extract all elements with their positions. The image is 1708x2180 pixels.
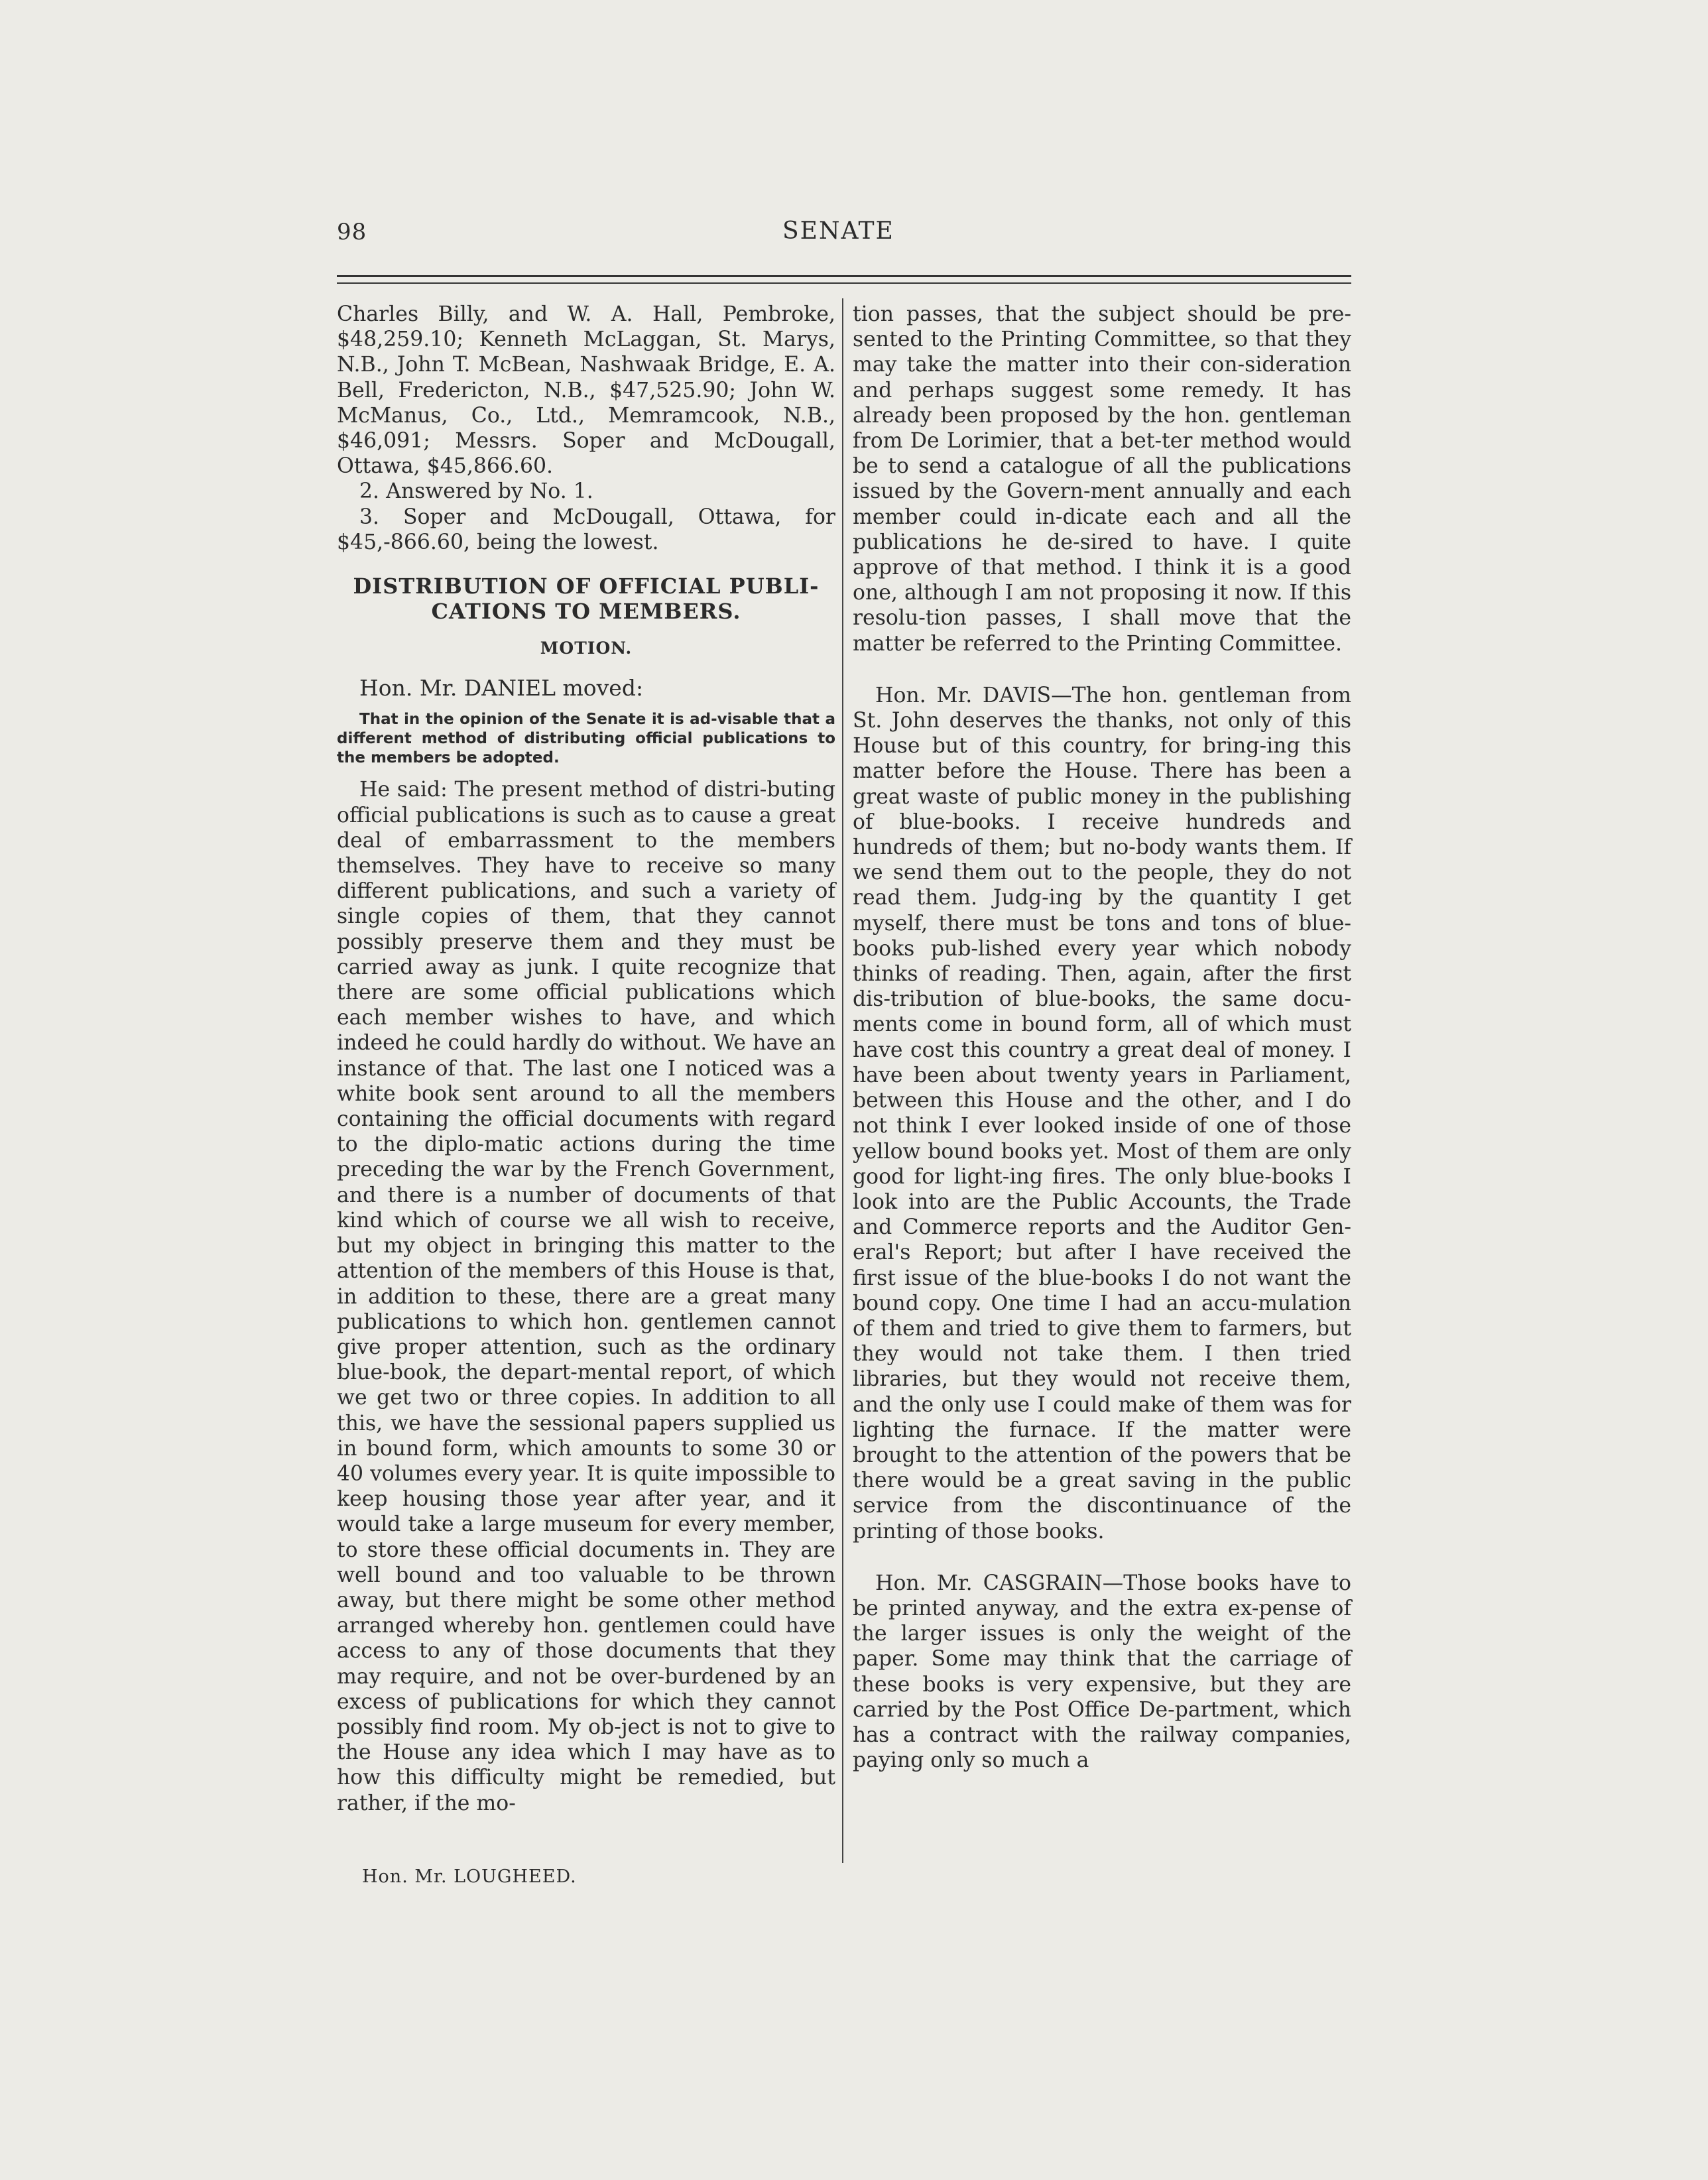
davis-speech: Hon. Mr. DAVIS—The hon. gentleman from St. John deserves the thanks, not only of this House but of this country, for bring-ing this matter before the House. There has been a great waste of public money in the publishing of blue-books. I receive hundreds and hundreds of them; but no-body wants them. If we send them out to the people, they do not read them. Judg-ing by the quantity I get myself, there must be tons and tons of blue-books pub-lished every year which nobody thinks of reading. Then, again, after the first dis-tribution of blue-books, the same docu-ments come in bound form, all of which must have cost this country a great deal of money. I have been about twenty years in Parliament, between this House and the other, and I do not think I ever looked inside of one of those yellow bound books yet. Most of them are only good for light-ing fires. The only blue-books I look into are the Public Accounts, the Trade and Commerce reports and the Auditor Gen-eral's Report; but after I have received the first issue of the blue-books I do not want the bound copy. One time I had an accu-mulation of them and tried to give them to farmers, but they would not take them. I then tried libraries, but they would not receive them, and the only use I could make of them was for lighting the furnace. If the matter were brought to the attention of the powers that be there would be a great saving in the public service from the discontinuance of the printing of those books. [853, 683, 1351, 1544]
motion-text: That in the opinion of the Senate it is ad-visable that a different method of distributing official publications to the members be adopted. [337, 711, 835, 767]
answer-3-paragraph: 3. Soper and McDougall, Ottawa, for $45,-866.60, being the lowest. [337, 505, 835, 554]
casgrain-speech: Hon. Mr. CASGRAIN—Those books have to be printed anyway, and the extra ex-pense of the larger issues is only the weight of the paper. Some may think that the carriage of these books is very expensive, but they are carried by the Post Office De-partment, which has a contract with the railway companies, paying only so much a [853, 1571, 1351, 1773]
daniel-speech-continued: tion passes, that the subject should be pre-sented to the Printing Committee, so that they may take the matter into their con-sideration and perhaps suggest some remedy. It has already been proposed by the hon. gentleman from De Lorimier, that a bet-ter method would be to send a catalogue of all the publications issued by the Govern-ment annually and each member could in-dicate each and all the publications he de-sired to have. I quite approve of that method. I think it is a good one, although I am not proposing it now. If this resolu-tion passes, I shall move that the matter be referred to the Printing Committee. [853, 302, 1351, 656]
right-column [853, 302, 1351, 1773]
column-divider [842, 298, 843, 1863]
mover-line: Hon. Mr. DANIEL moved: [359, 675, 644, 701]
section-heading: DISTRIBUTION OF OFFICIAL PUBLI-CATIONS TO MEMBERS. [353, 574, 820, 625]
header-rule-bottom [337, 282, 1351, 284]
running-head: SENATE [782, 217, 894, 245]
left-column [337, 302, 835, 1816]
contract-list-paragraph: Charles Billy, and W. A. Hall, Pembroke, $48,259.10; Kenneth McLaggan, St. Marys, N.B., John T. McBean, Nashwaak Bridge, E. A. Bell, Fredericton, N.B., $47,525.90; John W. McManus, Co., Ltd., Memramcook, N.B., $46,091; Messrs. Soper and McDougall, Ottawa, $45,866.60. [337, 302, 835, 479]
daniel-speech: He said: The present method of distri-buting official publications is such as to cause a great deal of embarrassment to the members themselves. They have to receive so many different publications, and such a variety of single copies of them, that they cannot possibly preserve them and they must be carried away as junk. I quite recognize that there are some official publications which each member wishes to have, and which indeed he could hardly do without. We have an instance of that. The last one I noticed was a white book sent around to all the members containing the official documents with regard to the diplo-matic actions during the time preceding the war by the French Government, and there is a number of documents of that kind which of course we all wish to receive, but my object in bringing this matter to the attention of the members of this House is that, in addition to these, there are a great many publications to which hon. gentlemen cannot give proper attention, such as the ordinary blue-book, the depart-mental report, of which we get two or three copies. In addition to all this, we have the sessional papers supplied us in bound form, which amounts to some 30 or 40 volumes every year. It is quite impossible to keep housing those year after year, and it would take a large museum for every member, to store these official documents in. They are well bound and too valuable to be thrown away, but there might be some other method arranged whereby hon. gentlemen could have access to any of those documents that they may require, and not be over-burdened by an excess of publications for which they cannot possibly find room. My ob-ject is not to give to the House any idea which I may have as to how this difficulty might be remedied, but rather, if the mo- [337, 778, 835, 1815]
header-rule-top [337, 275, 1351, 277]
answer-2-paragraph: 2. Answered by No. 1. [359, 479, 593, 504]
page-number: 98 [337, 219, 367, 245]
footer-speaker-name: Hon. Mr. LOUGHEED. [362, 1866, 577, 1887]
section-subheading: MOTION. [540, 638, 633, 658]
